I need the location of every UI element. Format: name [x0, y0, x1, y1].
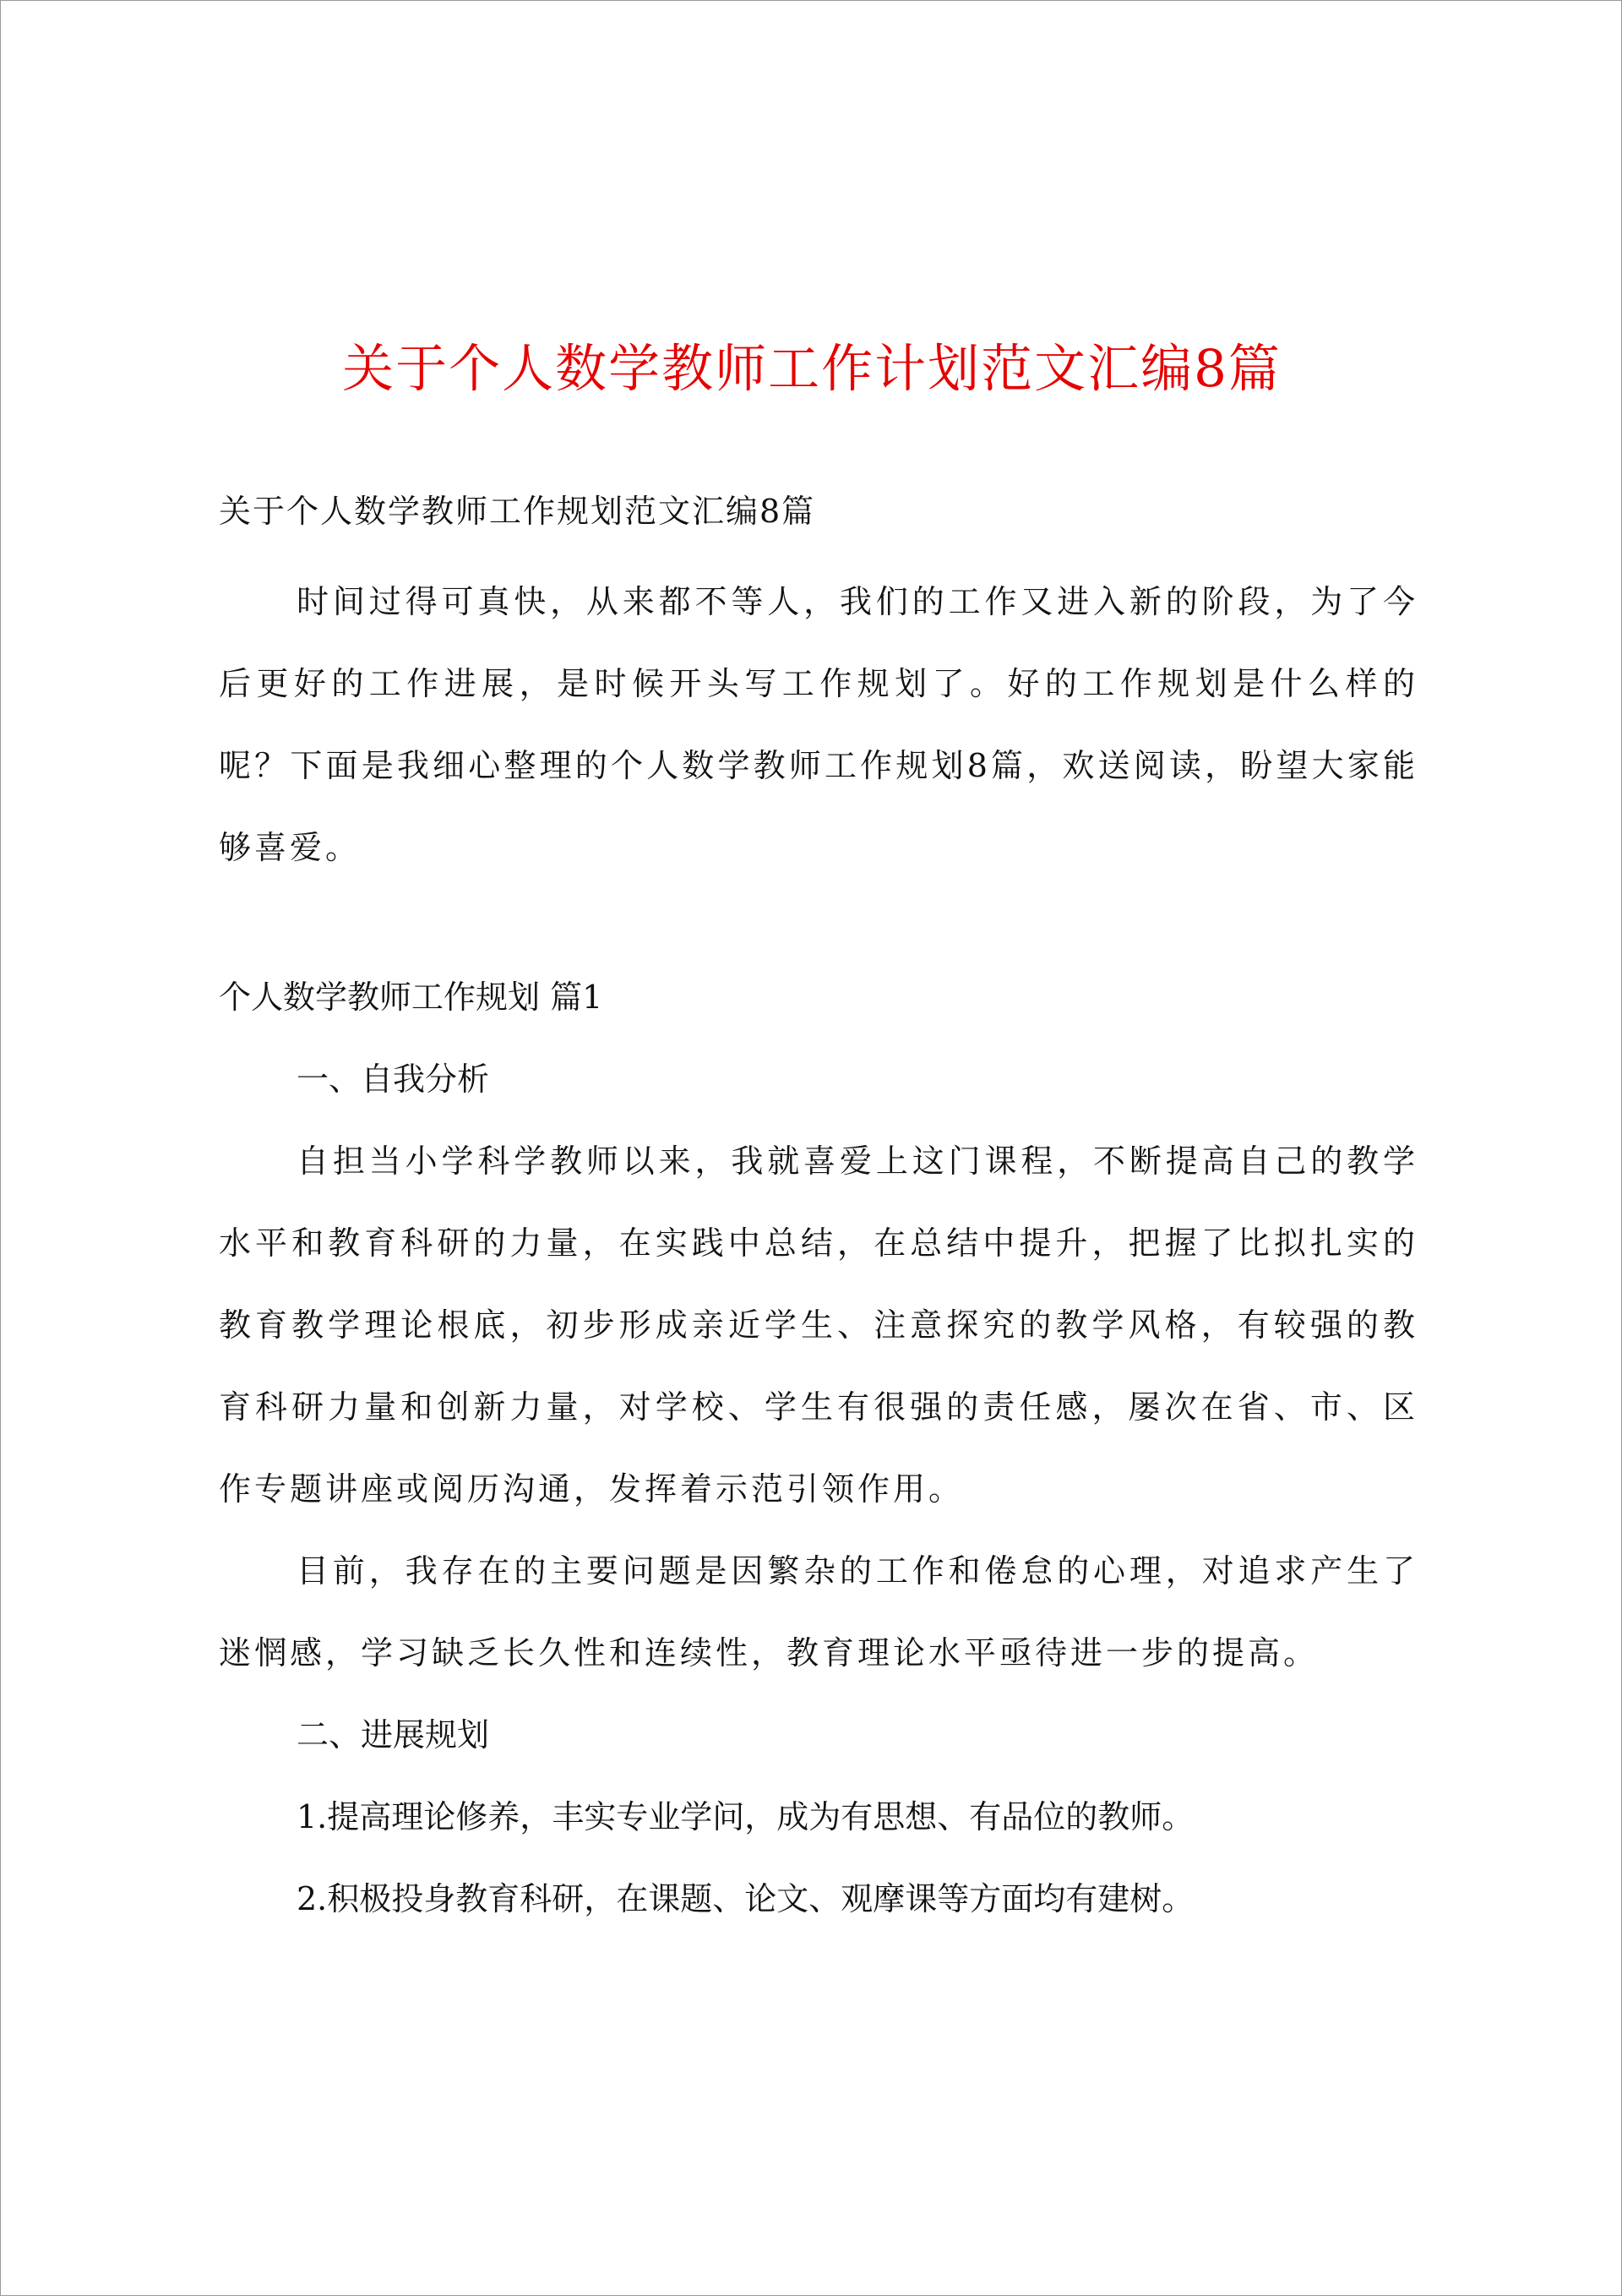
- part1-paragraph-1: 自担当小学科学教师以来，我就喜爱上这门课程，不断提高自己的教学水平和教育科研的力量，在实践中总结，在总结中提升，把握了比拟扎实的教育教学理论根底，初步形成亲近学生、注意探究的教学风格，有较强的教育科研力量和创新力量，对学校、学生有很强的责任感，屡次在省、市、区作专题讲座或阅历沟通，发挥着示范引领作用。: [219, 1143, 1418, 1508]
- plan-item-1: 1.提高理论修养，丰实专业学问，成为有思想、有品位的教师。: [297, 1798, 1195, 1835]
- document-body: [219, 495, 1418, 1940]
- part1-paragraph-2: 目前，我存在的主要问题是因繁杂的工作和倦怠的心理，对追求产生了迷惘感，学习缺乏长久性和连续性，教育理论水平亟待进一步的提高。: [219, 1552, 1418, 1672]
- part1-heading: 一、自我分析: [297, 1061, 490, 1098]
- intro-paragraph: 时间过得可真快，从来都不等人，我们的工作又进入新的阶段，为了今后更好的工作进展，是时候开头写工作规划了。好的工作规划是什么样的呢？下面是我细心整理的个人数学教师工作规划8篇，欢送阅读，盼望大家能够喜爱。: [219, 583, 1418, 866]
- section-heading: 个人数学教师工作规划 篇1: [219, 979, 603, 1016]
- document-subtitle: 关于个人数学教师工作规划范文汇编8篇: [219, 493, 816, 530]
- plan-item-2: 2.积极投身教育科研，在课题、论文、观摩课等方面均有建树。: [297, 1880, 1195, 1917]
- document-title: 关于个人数学教师工作计划范文汇编8篇: [342, 339, 1282, 399]
- part2-heading: 二、进展规划: [297, 1716, 490, 1753]
